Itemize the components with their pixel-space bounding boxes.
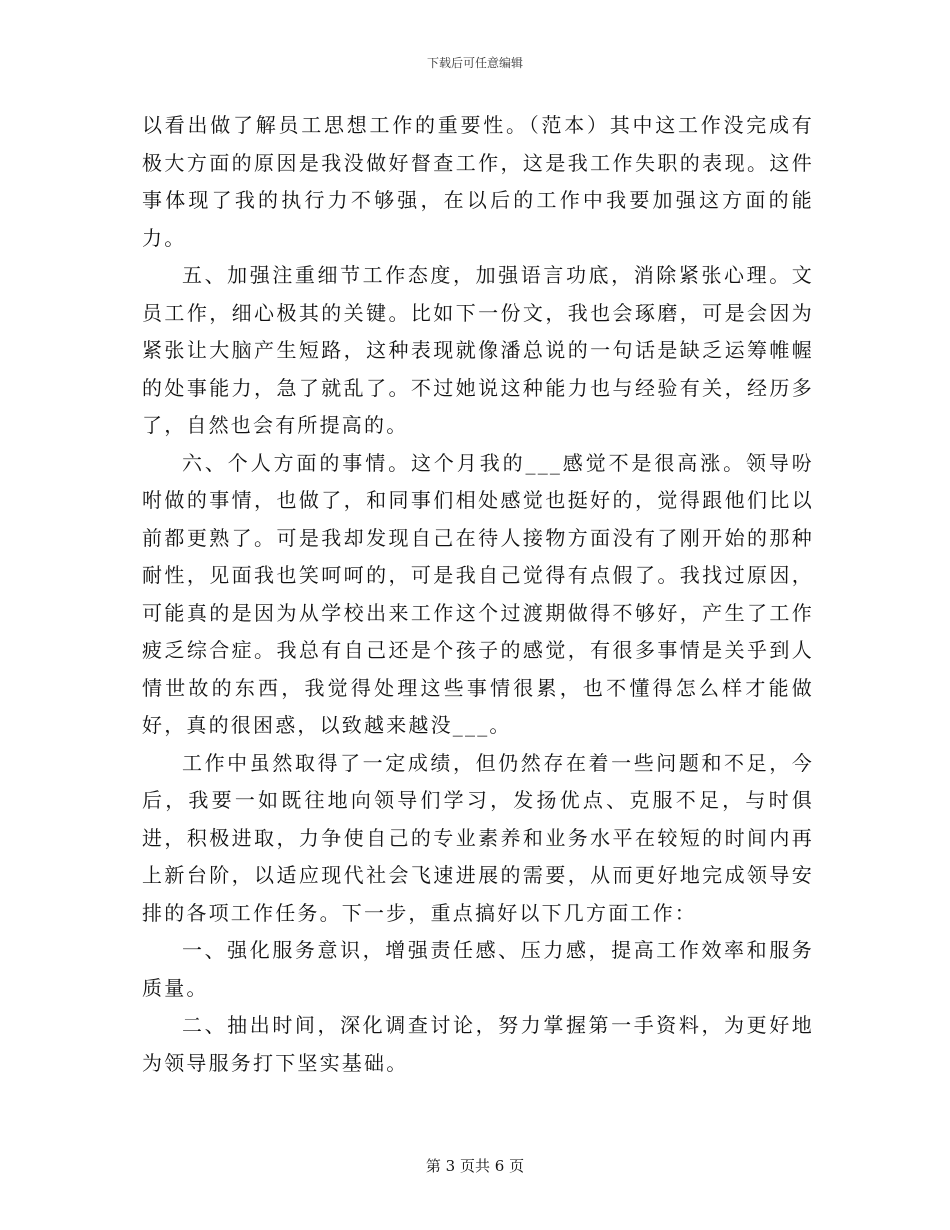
paragraph-plan-one: 一、强化服务意识，增强责任感、压力感，提高工作效率和服务质量。 <box>142 938 814 1000</box>
page-header: 下载后可任意编辑 <box>426 56 523 70</box>
paragraph-summary: 工作中虽然取得了一定成绩，但仍然存在着一些问题和不足，今后，我要一如既往地向领导们学习，发扬优点、克服不足，与时俱进，积极进取，力争使自己的专业素养和业务水平在较短的时间内再上新台阶，以适应现代社会飞速进展的需要，从而更好地完成领导安排的各项工作任务。下一步，重点搞好以下几方面工作： <box>142 750 814 925</box>
page-number: 第 3 页共 6 页 <box>425 1157 525 1175</box>
paragraph-continuation: 以看出做了解员工思想工作的重要性。（范本）其中这工作没完成有极大方面的原因是我没做好督查工作，这是我工作失职的表现。这件事体现了我的执行力不够强，在以后的工作中我要加强这方面的能力。 <box>142 113 814 250</box>
paragraph-item-six: 六、个人方面的事情。这个月我的___感觉不是很高涨。领导吩咐做的事情，也做了，和同事们相处感觉也挺好的，觉得跟他们比以前都更熟了。可是我却发现自己在待人接物方面没有了刚开始的那种耐性，见面我也笑呵呵的，可是我自己觉得有点假了。我找过原因，可能真的是因为从学校出来工作这个过渡期做得不够好，产生了工作疲乏综合症。我总有自己还是个孩子的感觉，有很多事情是关乎到人情世故的东西，我觉得处理这些事情很累，也不懂得怎么样才能做好，真的很困惑，以致越来越没___。 <box>142 450 814 737</box>
document-body <box>142 107 814 1082</box>
paragraph-item-five: 五、加强注重细节工作态度，加强语言功底，消除紧张心理。文员工作，细心极其的关键。比如下一份文，我也会琢磨，可是会因为紧张让大脑产生短路，这种表现就像潘总说的一句话是缺乏运筹帷幄的处事能力，急了就乱了。不过她说这种能力也与经验有关，经历多了，自然也会有所提高的。 <box>142 263 814 437</box>
paragraph-plan-two: 二、抽出时间，深化调查讨论，努力掌握第一手资料，为更好地为领导服务打下坚实基础。 <box>142 1013 814 1075</box>
